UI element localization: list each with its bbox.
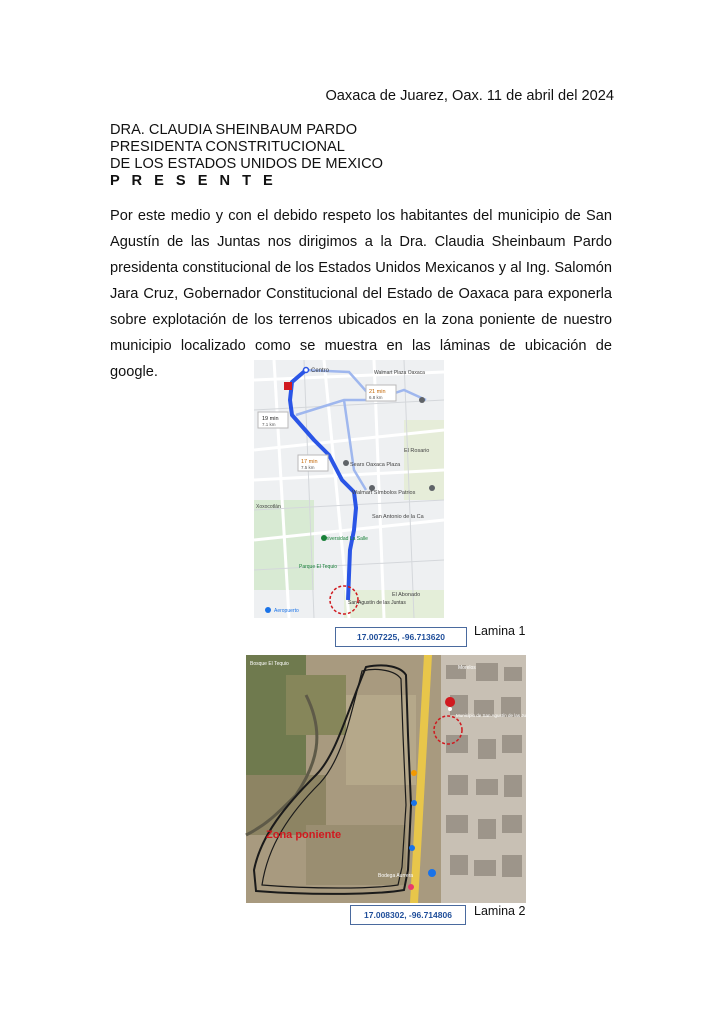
addressee-line-2: PRESIDENTA CONSTRITUCIONAL [110, 139, 345, 155]
addressee-block [110, 122, 383, 190]
presente-line: P R E S E N T E [110, 173, 277, 189]
map1-label-abonado: El Abonado [392, 592, 421, 598]
map1-dist-17: 7.5 km [301, 465, 315, 470]
map1-label-xoxo: Xoxocotlán [256, 504, 281, 510]
lamina2-caption: Lamina 2 [474, 904, 526, 918]
lamina2-coordinates-box: 17.008302, -96.714806 [350, 905, 466, 925]
map1-label-walmart-top: Walmart Plaza Oaxaca [374, 370, 425, 376]
letter-paragraph: Por este medio y con el debido respeto los habitantes del municipio de San Agustín de las Juntas nos dirigimos a la Dra. Claudia Sheinbaum Pardo presidenta constitucional de los Estados Unidos Mexicanos y al Ing. Salomón Jara Cruz, Gobernador Constitucional del Estado de Oaxaca para exponerla sobre explotación de los terrenos ubicados en la zona poniente de nuestro municipio localizado como se muestra en las láminas de ubicación de google. [110, 208, 612, 380]
satellite-map-image [246, 655, 535, 903]
map1-label-san-antonio: San Antonio de la Ca [372, 514, 424, 520]
map1-time-17: 17 min [301, 459, 318, 465]
map2-bosque-label: Bosque El Tequio [250, 661, 289, 667]
addressee-line-3: DE LOS ESTADOS UNIDOS DE MEXICO [110, 156, 384, 172]
map1-label-universidad: Universidad La Salle [322, 536, 368, 542]
map1-label-sears: Sears Oaxaca Plaza [350, 462, 401, 468]
map1-dist-19: 7.1 km [262, 422, 276, 427]
map1-label-aeropuerto: Aeropuerto [274, 608, 299, 614]
map1-label-parque: Parque El Tequio [299, 564, 337, 570]
map1-label-walmart-bottom: Walmart Símbolos Patrios [352, 490, 416, 496]
lamina1-coordinates-box: 17.007225, -96.713620 [335, 627, 467, 647]
map1-label-rosario: El Rosario [404, 448, 430, 454]
map1-label-centro: Centro [311, 368, 330, 374]
map1-time-21: 21 min [369, 389, 386, 395]
date-line: Oaxaca de Juarez, Oax. 11 de abril del 2024 [325, 88, 614, 104]
map2-colonia-label: Morelos [458, 665, 476, 671]
map1-dist-21: 6.8 km [369, 395, 383, 400]
map2-municipio-label: Municipio de San Agustín de las Juntas [456, 713, 535, 718]
map2-zona-label: Zona poniente [266, 829, 342, 841]
map1-time-19: 19 min [262, 416, 279, 422]
map1-label-destination: San Agustín de las Juntas [348, 600, 406, 606]
addressee-line-1: DRA. CLAUDIA SHEINBAUM PARDO [110, 122, 358, 138]
route-map-image [254, 360, 444, 618]
map2-bodega-label: Bodega Aurrera [378, 873, 414, 879]
lamina1-caption: Lamina 1 [474, 624, 526, 638]
